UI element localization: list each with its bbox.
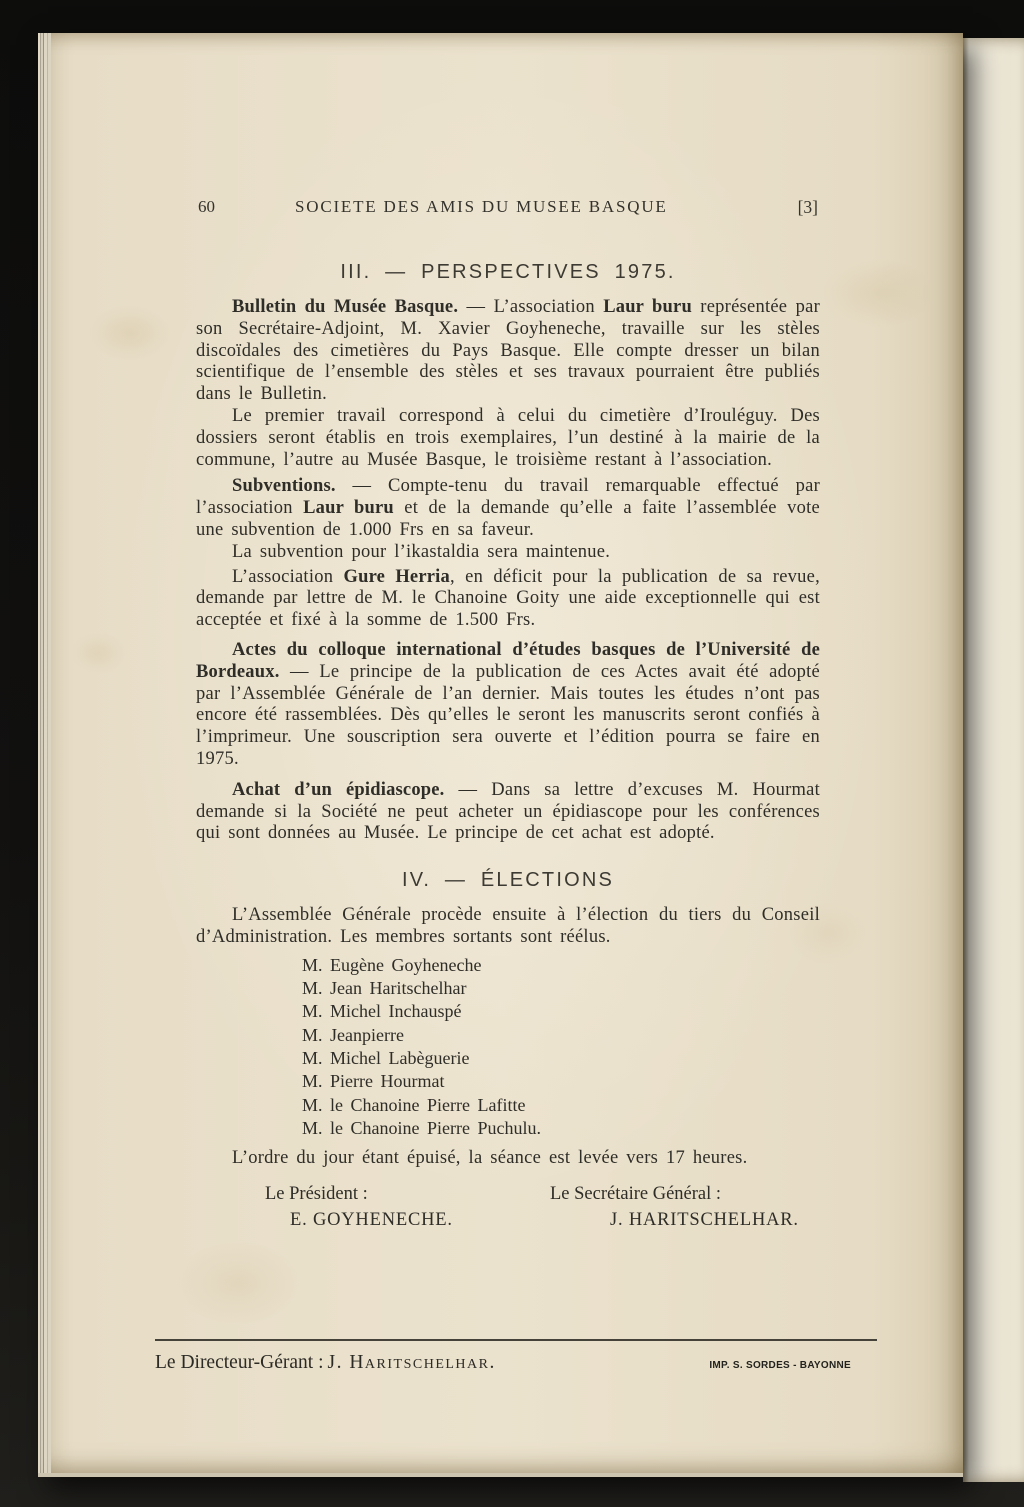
director-name: J. Haritschelhar. bbox=[327, 1352, 496, 1373]
page-content bbox=[196, 33, 820, 1242]
body-text: — Dans sa lettre d’excuses M. Hourmat demande si la Société ne peut acheter un épidiascope pour les conférences qui sont données au Musée. Le principe de cet achat est adopté. bbox=[196, 779, 820, 844]
para-elections-intro bbox=[196, 905, 820, 949]
printer-credit: IMP. S. SORDES - BAYONNE bbox=[709, 1360, 851, 1371]
page-edge-stack bbox=[38, 33, 51, 1473]
signature-block bbox=[196, 1184, 820, 1242]
secretary-role: Le Secrétaire Général : bbox=[550, 1183, 722, 1204]
secretary-name: J. HARITSCHELHAR. bbox=[610, 1209, 799, 1230]
director-label: Le Directeur-Gérant : bbox=[155, 1352, 324, 1373]
section-heading-perspectives: III. — PERSPECTIVES 1975. bbox=[340, 261, 676, 283]
body-text: — L’association bbox=[458, 297, 604, 317]
body-text: L’Assemblée Générale procède ensuite à l’élection du tiers du Conseil d’Administration. Les membres sortants sont réélus. bbox=[196, 905, 820, 947]
para-bulletin bbox=[196, 297, 820, 406]
body-text: — Compte-tenu du travail remarquable effectué par l’association bbox=[196, 476, 820, 519]
member-row: M. Jeanpierre bbox=[302, 1024, 404, 1045]
body-text: représentée par son Secrétaire-Adjoint, M. Xavier Goyheneche, travaille sur les stèles discoïdales des cimetières du Pays Basque. Elle compte dresser un bilan scientifique de l’ensemble des stèles et ses travaux pourraient être publiés dans le Bulletin. bbox=[196, 297, 820, 405]
bracket-folio: [3] bbox=[797, 197, 818, 217]
footer-rule bbox=[155, 1339, 877, 1341]
running-title: SOCIETE DES AMIS DU MUSEE BASQUE bbox=[295, 197, 668, 216]
member-row: M. Michel Inchauspé bbox=[302, 1001, 462, 1022]
president-name: E. GOYHENECHE. bbox=[290, 1209, 453, 1230]
body-text: L’ordre du jour étant épuisé, la séance est levée vers 17 heures. bbox=[232, 1148, 748, 1169]
member-row: M. le Chanoine Pierre Puchulu. bbox=[302, 1117, 541, 1138]
section-heading-elections: IV. — ÉLECTIONS bbox=[401, 869, 615, 892]
body-text: La subvention pour l’ikastaldia sera maintenue. bbox=[232, 541, 611, 562]
page-footer bbox=[155, 1339, 877, 1374]
para-actes bbox=[196, 640, 820, 771]
body-text: , en déficit pour la publication de sa revue, demande par lettre de M. le Chanoine Goity une aide exceptionnelle qui est acceptée et fixé à la somme de 1.500 Frs. bbox=[196, 566, 820, 631]
book-page bbox=[38, 33, 963, 1477]
page-header bbox=[196, 197, 820, 219]
next-page-edge bbox=[963, 38, 1024, 1482]
director-credit bbox=[155, 1352, 496, 1374]
member-row: M. le Chanoine Pierre Lafitte bbox=[302, 1094, 526, 1115]
bold-term: Gure Herria bbox=[343, 566, 450, 587]
body-text: Le premier travail correspond à celui du cimetière d’Irouléguy. Des dossiers seront établis en trois exemplaires, l’un destiné à la mairie de la commune, l’autre au Musée Basque, le troisième restant à l’association. bbox=[196, 405, 820, 470]
body-text: et de la demande qu’elle a faite l’assemblée vote une subvention de 1.000 Frs en sa faveur. bbox=[196, 498, 820, 540]
members-list bbox=[302, 954, 820, 1140]
member-row: M. Eugène Goyheneche bbox=[302, 954, 482, 975]
member-row: M. Michel Labèguerie bbox=[302, 1047, 470, 1068]
para-subventions bbox=[196, 476, 820, 541]
bold-term: Laur buru bbox=[303, 498, 394, 519]
president-role: Le Président : bbox=[265, 1183, 368, 1204]
para-epidiascope bbox=[196, 780, 820, 845]
footer-row bbox=[155, 1352, 877, 1374]
page-number: 60 bbox=[198, 197, 215, 216]
para-lead-bold: Bulletin du Musée Basque. bbox=[232, 297, 459, 317]
member-row: M. Jean Haritschelhar bbox=[302, 978, 467, 999]
para-lead-bold: Achat d’un épidiascope. bbox=[232, 779, 445, 800]
para-closing bbox=[196, 1148, 820, 1170]
bold-term: Laur buru bbox=[603, 297, 692, 317]
body-text: L’association bbox=[232, 566, 344, 587]
para-premier-travail bbox=[196, 406, 820, 471]
para-gure-herria bbox=[196, 567, 820, 632]
para-ikastaldia bbox=[196, 542, 820, 564]
para-lead-bold: Actes du colloque international d’études basques de l’Université de Bordeaux. bbox=[196, 639, 820, 682]
para-lead-bold: Subventions. bbox=[232, 476, 336, 497]
body-text: — Le principe de la publication de ces Actes avait été adopté par l’Assemblée Générale de l’an dernier. Mais toutes les études n’ont pas encore été rassemblées. Dès qu’elles le seront les manuscrits seront confiés à l’imprimeur. Une souscription sera ouverte et l’édition pourra se faire en 1975. bbox=[196, 661, 820, 769]
member-row: M. Pierre Hourmat bbox=[302, 1071, 445, 1092]
